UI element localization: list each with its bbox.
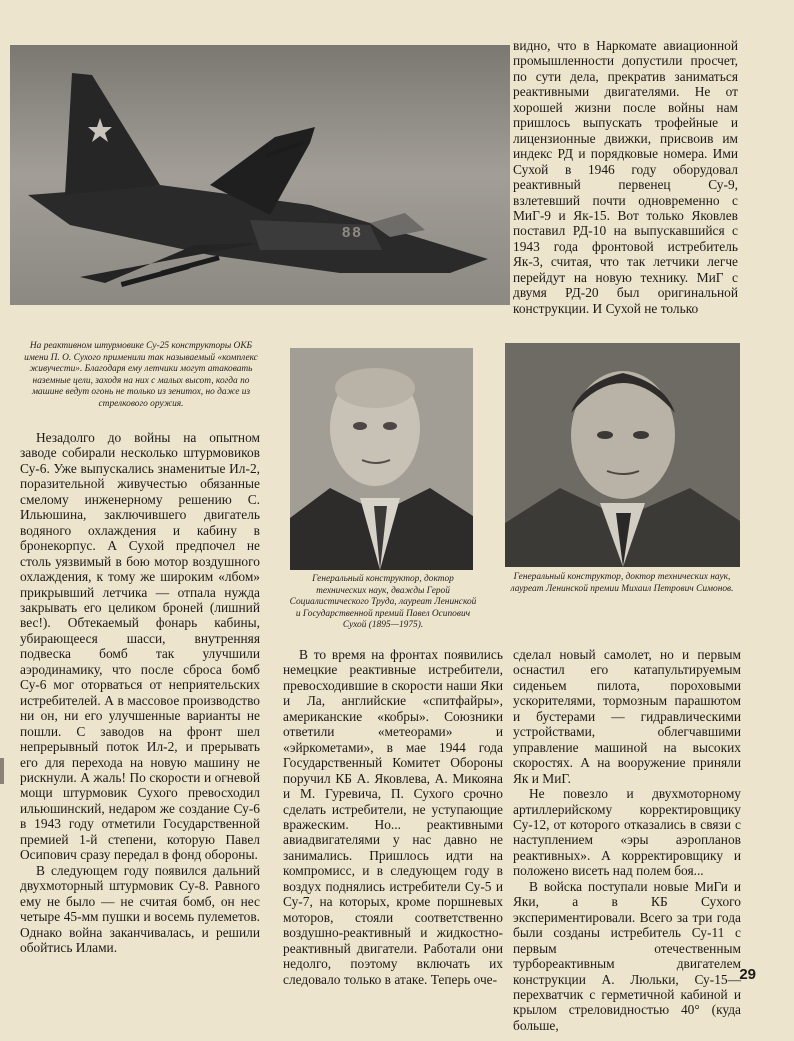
paragraph: видно, что в Наркомате авиационной промышленности допустили просчет, по сути дела, прекратив заниматься реактивными двигателями. Не от хорошей жизни после войны нам пришлось выпускать трофейные и лицензионные движки, присвоив им индекс РД и порядковые номера. Ими Сухой в 1946 году оборудовал реактивный первенец Су-9, взлетевший почти одновременно с МиГ-9 и Як-15. Вот только Яковлев поставил РД-10 на выпускавшийся с 1943 года фронтовой истребитель Як-3, считая, что так летчики легче перейдут на новую технику. МиГ с двумя РД-20 был оригинальной конструкции. И Сухой не только xyxy=(513,38,738,316)
simonov-portrait-caption: Генеральный конструктор, доктор технических наук, лауреат Ленинской премии Михаил Петрович Симонов. xyxy=(510,572,734,594)
paragraph: Незадолго до войны на опытном заводе собирали несколько штурмовиков Су-6. Уже выпускались знаменитые Ил-2, поразительной живучестью обязанные смелому инженерному решению С. Ильюшина, заключившего двигатель водяного охлаждения и кабину в бронекорпус. А Сухой предпочел не столь уязвимый в бою мотор воздушного охлаждения, к тому же широким «лбом» прикрывший летчика — отпала нужда закрывать его целиком броней (лишний вес!). Обтекаемый фонарь кабины, убирающееся шасси, внутренняя подвеска бомб так улучшили аэродинамику, что после сброса бомб Су-6 мог оторваться от неприятельских истребителей. А в массовое производство ни он, ни его улучшенные варианты не пошли. С заводов на фронт шел непрерывный поток Ил-2, и прерывать его для перехода на новую машину не рискнули. А жаль! По скорости и огневой мощи штурмовик Сухого превосходил ильюшинский, недаром же создание Су-6 в 1943 году отметили Государственной премией 1-й степени, которую Павел Осипович сразу передал в фонд обороны. xyxy=(20,430,260,863)
text-column-right xyxy=(513,647,741,1033)
text-column-left xyxy=(20,430,260,955)
paragraph: В то время на фронтах появились немецкие реактивные истребители, превосходившие в скорости наши Яки и Ла, английские «спитфайры», американские «кобры». Союзники ответили «метеорами» и «эйркометами», в мае 1944 года Государственный Комитет Обороны поручил КБ А. Яковлева, А. Микояна и М. Гуревича, П. Сухого срочно сделать истребители, не уступающие вражеским. Но... реактивными авиадвигателями у нас давно не занимались. Пришлось идти на компромисс, и в следующем году в воздух поднялись истребители Су-5 и Су-7, на которых, кроме поршневых моторов, стояли соответственно воздушно-реактивный и жидкостно-реактивный двигатели. Работали они недолго, поэтому включать их следовало только в атаке. Теперь оче- xyxy=(283,647,503,987)
sukhoi-portrait-caption: Генеральный конструктор, доктор технических наук, дважды Герой Социалистического Труда, лауреат Ленинской и Государственной премий Павел Осипович Сухой (1895—1975). xyxy=(289,574,477,631)
su25-aircraft-photo xyxy=(10,45,510,305)
simonov-portrait-photo xyxy=(505,343,740,567)
text-column-top-right xyxy=(513,38,738,316)
tail-number: 88 xyxy=(342,224,363,241)
page-number: 29 xyxy=(739,966,756,983)
binding-edge-mark xyxy=(0,758,4,784)
paragraph: сделал новый самолет, но и первым оснастил его катапультируемым сиденьем пилота, пороховыми ускорителями, тормозным парашютом и бустерами — гидравлическими устройствами, облегчавшими управление машиной на высоких скоростях. А на вооружение приняли Як и МиГ. xyxy=(513,647,741,786)
text-column-middle xyxy=(283,647,503,987)
plane-caption: На реактивном штурмовике Су-25 конструкторы ОКБ имени П. О. Сухого применили так называемый «комплекс живучести». Благодаря ему летчики могут атаковать наземные цели, заходя на них с малых высот, когда по машине ведут огонь не только из зенитох, но даже из стрелкового оружия. xyxy=(24,341,258,409)
paragraph: В следующем году появился дальний двухмоторный штурмовик Су-8. Равного ему не было — не считая бомб, он нес четыре 45-мм пушки и восемь пулеметов. Однако война заканчивалась, и решили обойтись Илами. xyxy=(20,862,260,955)
paragraph: В войска поступали новые МиГи и Яки, а в КБ Сухого экспериментировали. Всего за три года были созданы истребитель Су-11 с первым отечественным турбореактивным двигателем конструкции А. Люльки, Су-15— перехватчик с герметичной кабиной и крылом стреловидностью 40° (куда больше, xyxy=(513,878,741,1033)
paragraph: Не повезло и двухмоторному артиллерийскому корректировщику Су-12, от которого отказались в связи с наступлением «эры аэропланов реактивных». А корректировщику и положено висеть над полем боя... xyxy=(513,786,741,879)
sukhoi-portrait-photo xyxy=(290,348,473,570)
